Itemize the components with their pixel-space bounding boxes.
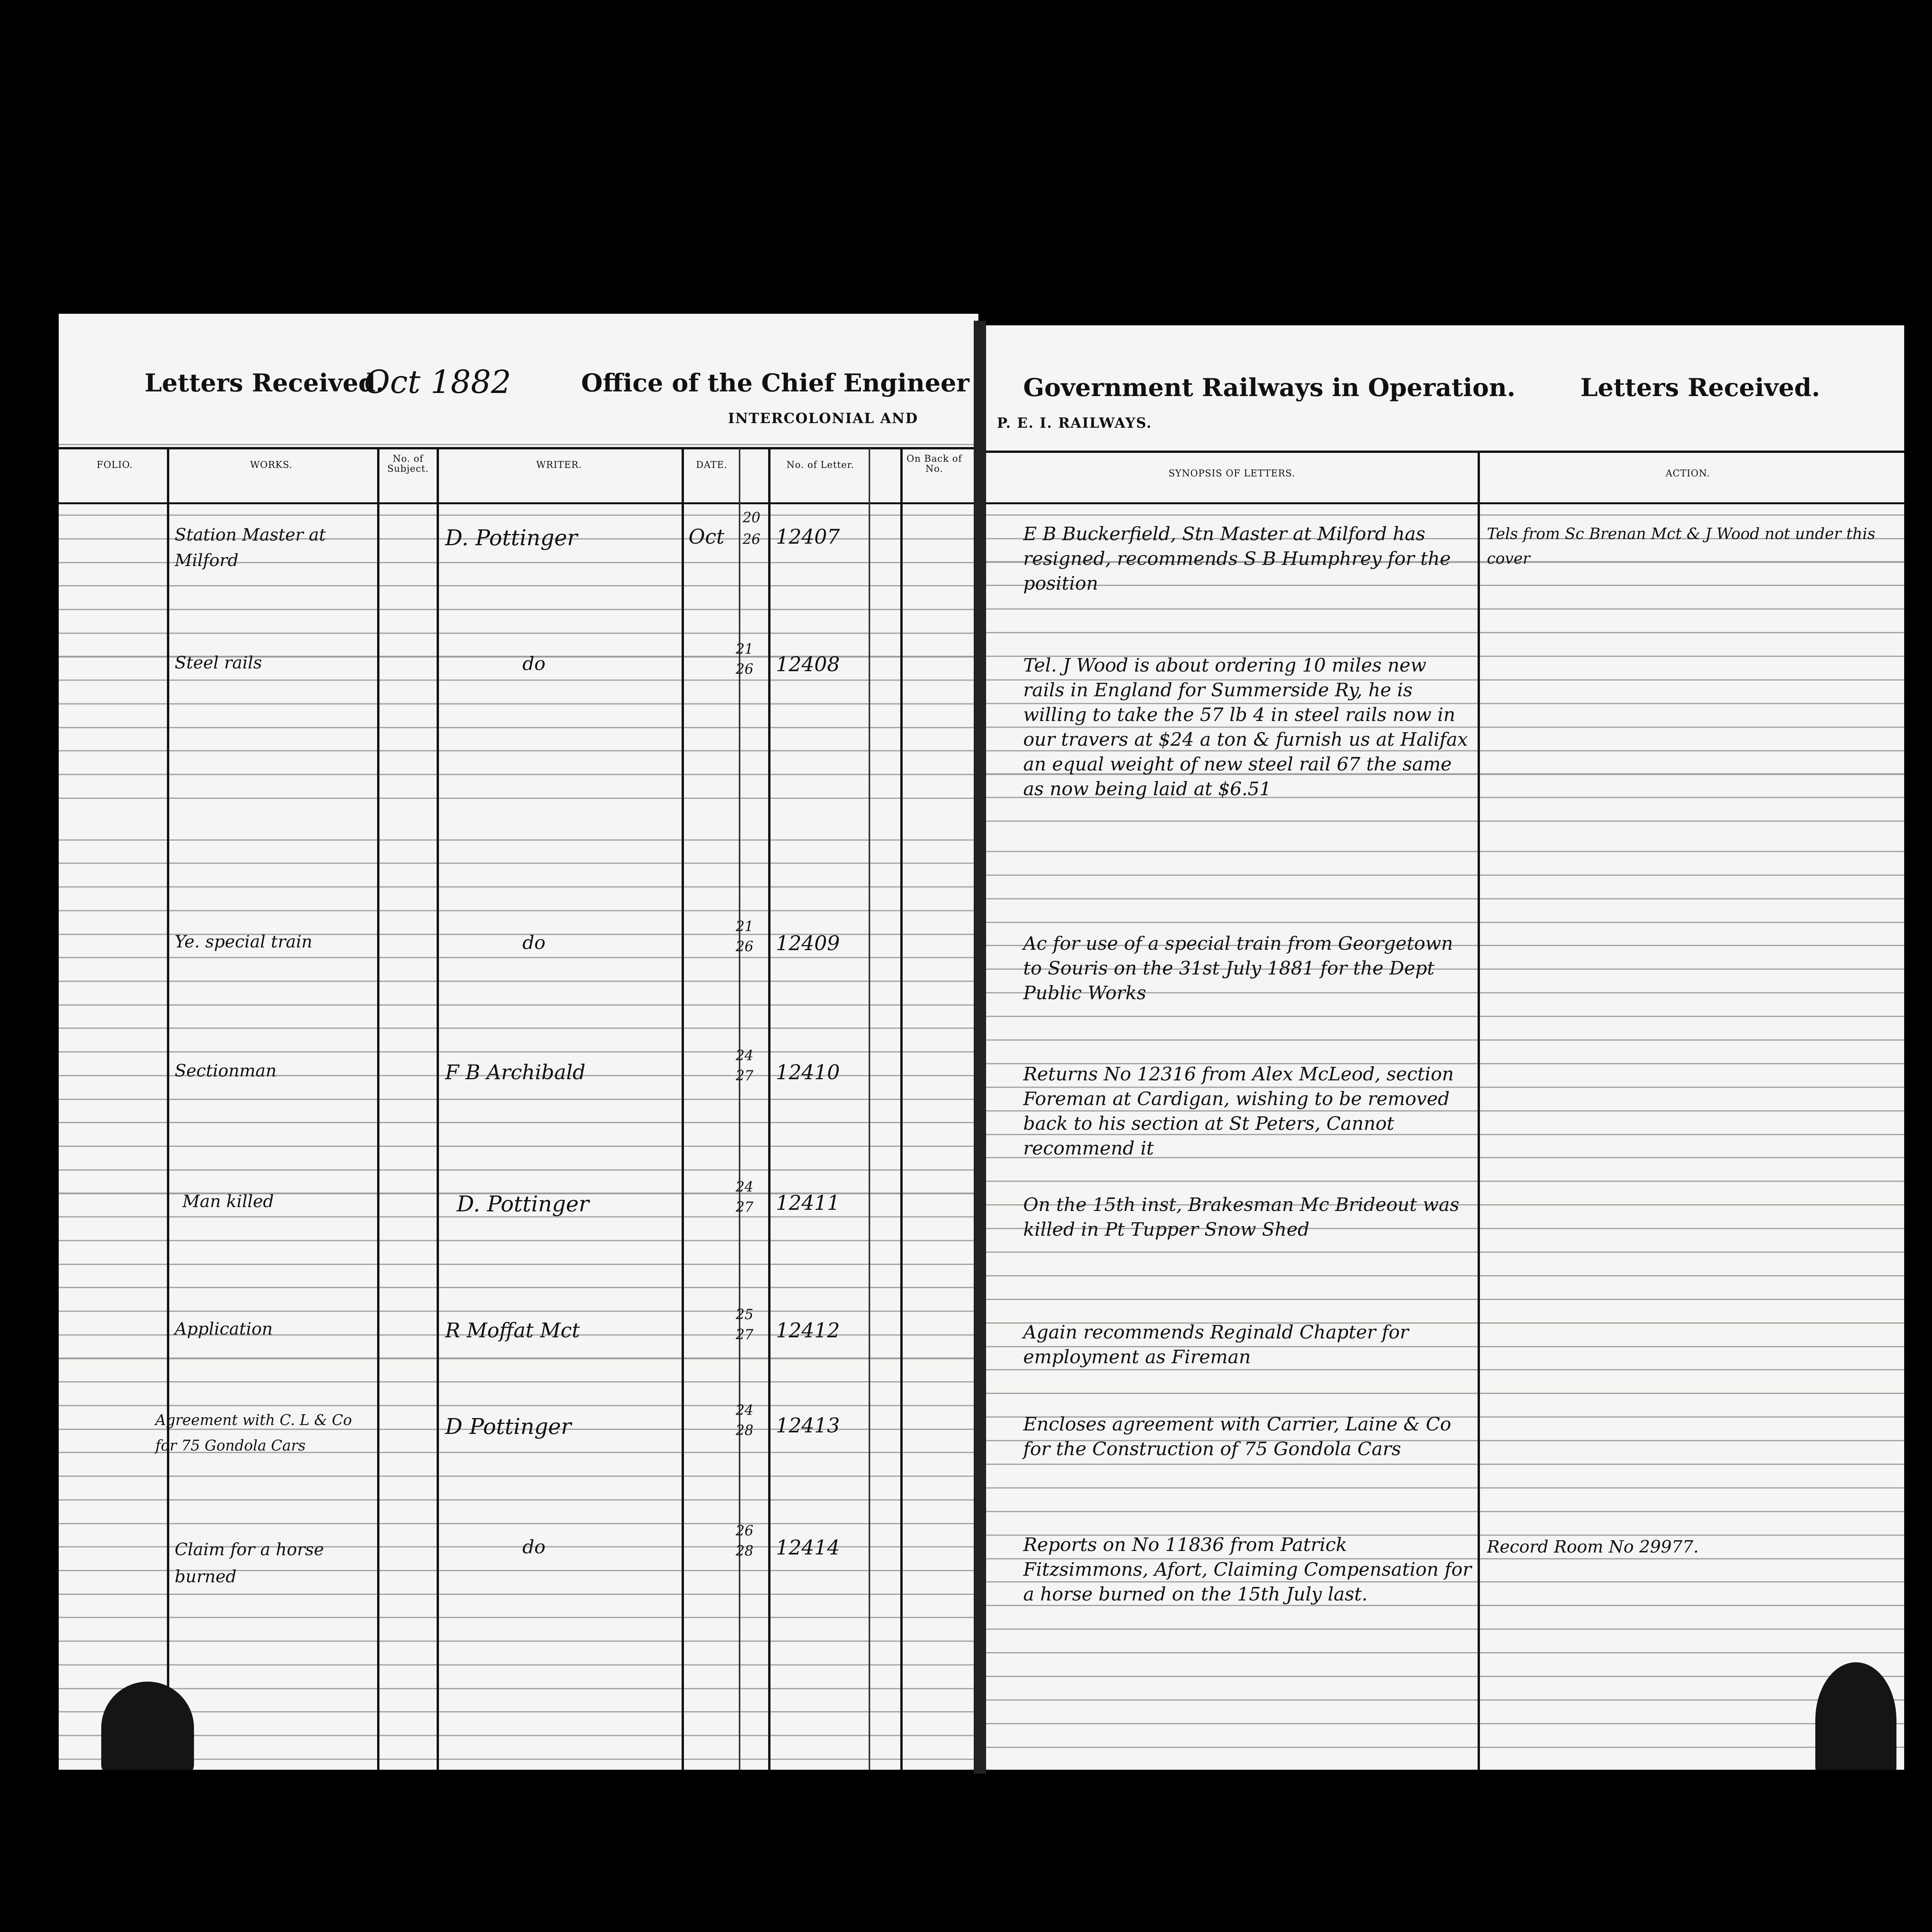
entry-4-number: 12410: [776, 1061, 840, 1084]
entry-5-writer: D. Pottinger: [457, 1192, 589, 1217]
col-line-writer: [437, 448, 439, 1770]
entry-2-writer: do: [522, 653, 546, 675]
entry-2-synopsis: Tel. J Wood is about ordering 10 miles new rails in England for Summerside Ry, he is willing to take the 57 lb 4 in steel rails now in our travers at $24 a ton & furnish us at Halifax an equal weight of new steel rail 67 the same as now being laid at $6.51: [1023, 655, 1468, 800]
entry-8-action: Record Room No 29977.: [1487, 1537, 1699, 1557]
entry-1-synopsis: E B Buckerfield, Stn Master at Milford has resigned, recommends S B Humphrey for the position: [1023, 523, 1451, 594]
entry-4-writer: F B Archibald: [445, 1061, 586, 1084]
entry-8-synopsis: Reports on No 11836 from Patrick Fitzsimmons, Afort, Claiming Compensation for a horse burned on the 15th July last.: [1023, 1534, 1472, 1605]
col-header-folio: FOLIO.: [97, 459, 133, 470]
col-header-on-back: On Back of No.: [906, 453, 962, 474]
right-colhdr-rule: [985, 502, 1904, 504]
entry-5-number: 12411: [776, 1192, 840, 1215]
entry-5-date-bottom: 27: [736, 1199, 753, 1215]
ledger-right-page: [985, 325, 1904, 1770]
col-header-date: DATE.: [696, 459, 728, 470]
right-column-header-band: [985, 454, 1904, 508]
entry-4-date-bottom: 27: [736, 1068, 753, 1084]
entry-1-writer: D. Pottinger: [445, 526, 578, 551]
right-header-rule: [985, 451, 1904, 453]
entry-6-number: 12412: [776, 1319, 840, 1342]
entry-3-date-top: 21: [736, 919, 753, 935]
entry-8-writer: do: [522, 1536, 546, 1558]
book-gutter: [974, 321, 986, 1774]
entry-2-date-bottom: 26: [736, 662, 753, 677]
entry-6-writer: R Moffat Mct: [445, 1319, 580, 1342]
entry-6-date-bottom: 27: [736, 1327, 753, 1343]
right-page-subtitle: P. E. I. RAILWAYS.: [997, 415, 1152, 431]
col-header-action: ACTION.: [1665, 468, 1710, 479]
entry-7-date-bottom: 28: [736, 1423, 753, 1439]
entry-5-works: Man killed: [182, 1192, 274, 1211]
left-page-subtitle: INTERCOLONIAL AND: [728, 410, 918, 427]
left-page-title: Letters Received.: [145, 369, 384, 398]
left-column-header-band: [59, 449, 978, 503]
right-page-letters-received: Letters Received.: [1580, 373, 1820, 402]
col-header-no-letter: No. of Letter.: [786, 459, 854, 470]
entry-1-month: Oct: [689, 526, 724, 549]
entry-1-date-bottom: 26: [743, 532, 760, 548]
col-header-synopsis: SYNOPSIS OF LETTERS.: [1168, 468, 1295, 479]
entry-7-number: 12413: [776, 1414, 840, 1437]
entry-5-synopsis: On the 15th inst, Brakesman Mc Brideout was killed in Pt Tupper Snow Shed: [1023, 1194, 1459, 1240]
entry-1-date-top: 20: [743, 510, 760, 526]
col-line-works: [167, 448, 169, 1770]
entry-1-works: Station Master at Milford: [175, 525, 326, 570]
col-line-letter-no: [768, 448, 770, 1770]
col-header-writer: WRITER.: [536, 459, 582, 470]
col-line-action: [1478, 452, 1480, 1770]
entry-3-date-bottom: 26: [736, 939, 753, 955]
left-colhdr-rule: [59, 502, 978, 504]
col-line-date: [682, 448, 684, 1770]
entry-5-date-top: 24: [736, 1179, 753, 1195]
col-line-subject: [377, 448, 379, 1770]
entry-6-synopsis: Again recommends Reginald Chapter for employment as Fireman: [1023, 1321, 1409, 1368]
entry-2-date-top: 21: [736, 641, 753, 657]
entry-2-number: 12408: [776, 653, 840, 676]
entry-4-date-top: 24: [736, 1048, 753, 1064]
left-header-rule: [59, 447, 978, 449]
entry-6-works: Application: [175, 1319, 273, 1339]
entry-3-number: 12409: [776, 932, 840, 955]
entry-3-works: Ye. special train: [175, 932, 313, 952]
col-line-letter-mid: [869, 448, 870, 1770]
entry-3-synopsis: Ac for use of a special train from Georgetown to Souris on the 31st July 1881 for the Dept Public Works: [1023, 933, 1453, 1004]
entry-4-works: Sectionman: [175, 1061, 277, 1081]
entry-8-number: 12414: [776, 1536, 840, 1560]
entry-7-writer: D Pottinger: [445, 1414, 571, 1439]
entry-7-synopsis: Encloses agreement with Carrier, Laine & Co for the Construction of 75 Gondola Cars: [1023, 1413, 1451, 1460]
left-page-office: Office of the Chief Engineer: [581, 369, 969, 398]
col-line-on-back: [900, 448, 903, 1770]
entry-1-action: Tels from Sc Brenan Mct & J Wood not under this cover: [1487, 525, 1876, 568]
entry-6-date-top: 25: [736, 1307, 753, 1323]
left-page-bottom-stain: [101, 1682, 194, 1770]
entry-2-works: Steel rails: [175, 653, 262, 673]
entry-8-date-bottom: 28: [736, 1543, 753, 1559]
entry-4-synopsis: Returns No 12316 from Alex McLeod, section Foreman at Cardigan, wishing to be removed back to his section at St Peters, Cannot recommend it: [1023, 1063, 1454, 1159]
entry-3-writer: do: [522, 932, 546, 954]
col-header-no-subject: No. of Subject.: [387, 453, 429, 474]
entry-7-date-top: 24: [736, 1403, 753, 1418]
right-page-title: Government Railways in Operation.: [1023, 373, 1516, 402]
right-page-bottom-stain: [1815, 1662, 1896, 1770]
entry-8-date-top: 26: [736, 1523, 753, 1539]
entry-7-works: Agreement with C. L & Co for 75 Gondola Cars: [155, 1412, 352, 1454]
col-header-works: WORKS.: [250, 459, 293, 470]
entry-1-number: 12407: [776, 526, 840, 549]
ledger-left-page: [59, 314, 978, 1770]
entry-8-works: Claim for a horse burned: [175, 1540, 324, 1587]
left-page-date: Oct 1882: [364, 364, 511, 401]
